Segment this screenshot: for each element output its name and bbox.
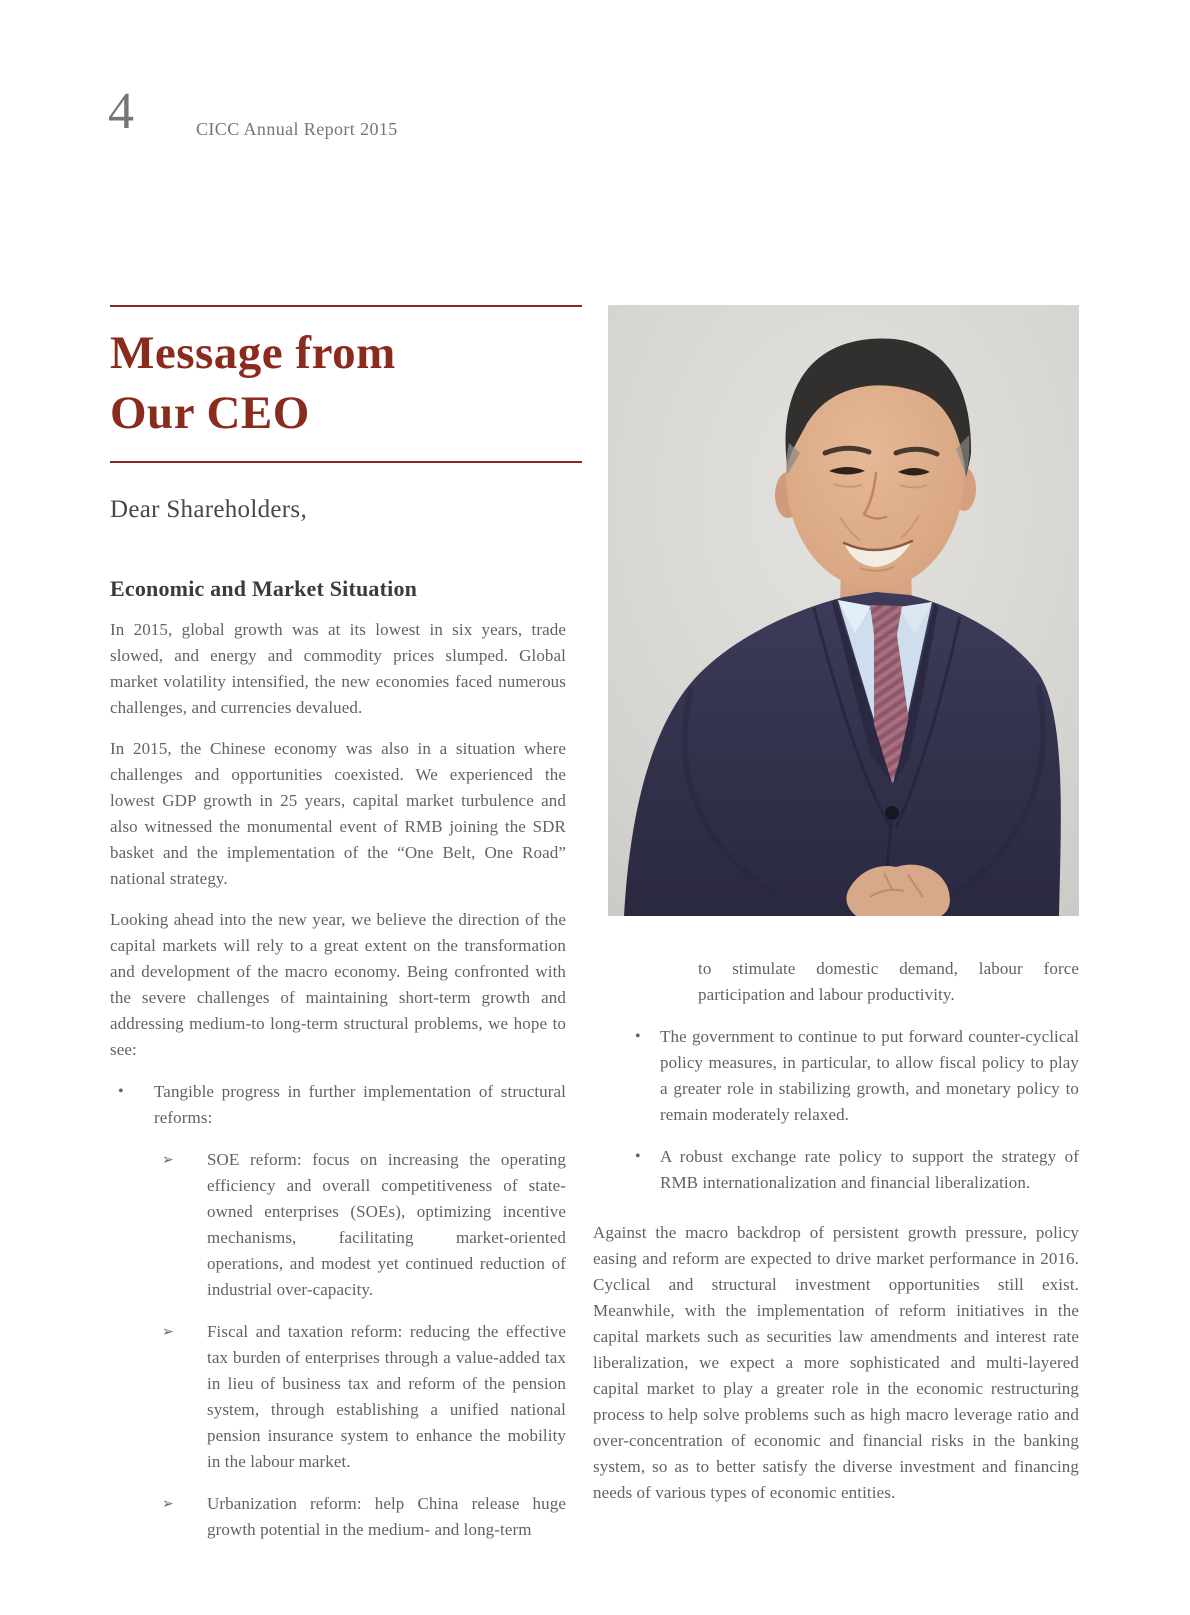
left-column [110, 305, 566, 1543]
report-title: CICC Annual Report 2015 [196, 119, 398, 139]
bullet-marker: • [635, 1028, 641, 1045]
bullet-counter-cyclical [593, 1024, 1079, 1128]
section-heading: Economic and Market Situation [110, 576, 418, 601]
ceo-portrait-image [608, 305, 1079, 916]
paragraph-looking-ahead: Looking ahead into the new year, we believe the direction of the capital markets will rely to a great extent on the transformation and development of the macro economy. Being confronted with the severe challenges of maintaining short-term growth and addressing medium-to long-term structural problems, we hope to see: [110, 910, 566, 1059]
bullet-structural-reforms [110, 1079, 566, 1131]
sub-bullet-text: Fiscal and taxation reform: reducing the effective tax burden of enterprises through a value-added tax in lieu of business tax and reform of the pension system, through establishing a unified national pension insurance system to enhance the mobility in the labour market. [207, 1322, 566, 1471]
page-number: 4 [108, 83, 134, 140]
salutation: Dear Shareholders, [110, 496, 307, 523]
title-line-2: Our CEO [110, 387, 310, 439]
paragraph-macro-backdrop: Against the macro backdrop of persistent growth pressure, policy easing and reform are expected to drive market performance in 2016. Cyclical and structural investment opportunities still exist. Meanwhile, with the implementation of reform initiatives in the capital markets such as securities law amendments and interest rate liberalization, we expect a more sophisticated and multi-layered capital market to play a greater role in the economic restructuring process to help solve problems such as high macro leverage ratio and over-concentration of economic and financial risks in the banking system, so as to better satisfy the diverse investment and financing needs of various types of economic entities. [593, 1223, 1079, 1502]
arrow-bullet-icon: ➢ [162, 1496, 174, 1512]
bullet-marker: • [635, 1148, 641, 1165]
arrow-bullet-icon: ➢ [162, 1324, 174, 1340]
right-column [593, 305, 1079, 1506]
sub-bullet-text: Urbanization reform: help China release huge growth potential in the medium- and long-term [207, 1494, 566, 1539]
bullet-marker: • [118, 1083, 124, 1100]
sub-bullet-text: SOE reform: focus on increasing the operating efficiency and overall competitiveness of state-owned enterprises (SOEs), optimizing incentive mechanisms, facilitating market-oriented operations, and modest yet continued reduction of industrial over-capacity. [207, 1150, 566, 1299]
title-rule-bottom [110, 461, 582, 463]
sub-bullet-fiscal-taxation [110, 1319, 566, 1475]
bullet-exchange-rate [593, 1144, 1079, 1196]
bullet-text: Tangible progress in further implementation of structural reforms: [154, 1082, 566, 1127]
sub-bullet-urbanization [110, 1491, 566, 1543]
paragraph-global-growth: In 2015, global growth was at its lowest in six years, trade slowed, and energy and commodity prices slumped. Global market volatility intensified, the new economies faced numerous challenges, and currencies devalued. [110, 620, 566, 717]
paragraph-chinese-economy: In 2015, the Chinese economy was also in a situation where challenges and opportunities coexisted. We experienced the lowest GDP growth in 25 years, capital market turbulence and also witnessed the monumental event of RMB joining the SDR basket and the implementation of the “One Belt, One Road” national strategy. [110, 739, 566, 888]
bullet-text: The government to continue to put forward counter-cyclical policy measures, in particular, to allow fiscal policy to play a greater role in stabilizing growth, and monetary policy to remain moderately relaxed. [660, 1027, 1079, 1124]
ceo-portrait [608, 305, 1079, 916]
title-rule-top [110, 305, 582, 307]
sub-bullet-soe-reform [110, 1147, 566, 1303]
sub-bullet-continuation: to stimulate domestic demand, labour force participation and labour productivity. [698, 959, 1079, 1004]
page-title [110, 323, 566, 443]
arrow-bullet-icon: ➢ [162, 1152, 174, 1168]
title-line-1: Message from [110, 327, 396, 379]
bullet-text: A robust exchange rate policy to support the strategy of RMB internationalization and financial liberalization. [660, 1147, 1079, 1192]
